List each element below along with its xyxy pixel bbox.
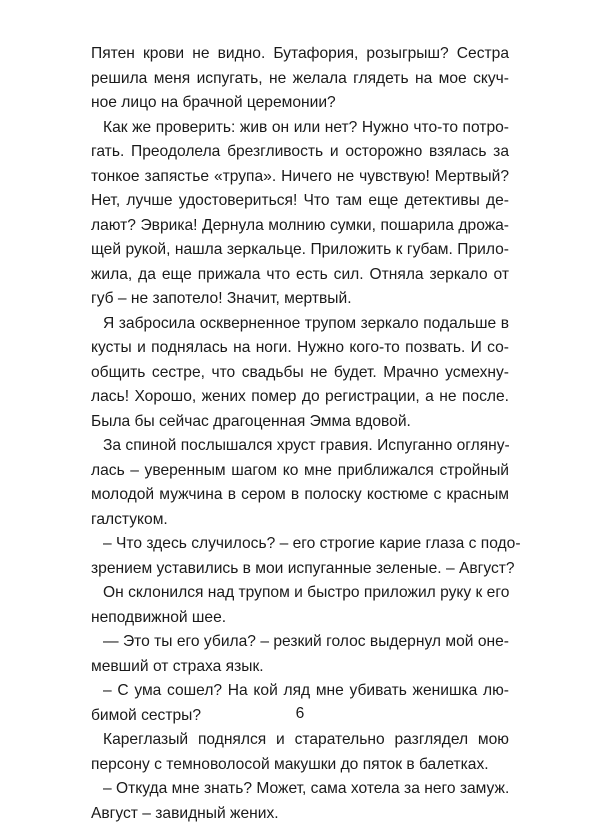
text-line: Кареглазый поднялся и старательно разглядел мою (91, 728, 509, 753)
text-line: ное лицо на брачной церемонии? (91, 91, 509, 116)
text-line: галстуком. (91, 508, 509, 533)
text-line: — Это ты его убила? – резкий голос выдернул мой оне- (91, 630, 509, 655)
text-line: мевший от страха язык. (91, 655, 509, 680)
text-line: Август – завидный жених. (91, 802, 509, 826)
text-line: – Откуда мне знать? Может, сама хотела за него замуж. (91, 777, 509, 802)
text-line: гать. Преодолела брезгливость и осторожно взялась за (91, 140, 509, 165)
text-line: Он склонился над трупом и быстро приложил руку к его (91, 581, 509, 606)
text-line: губ – не запотело! Значит, мертвый. (91, 287, 509, 312)
page-number: 6 (0, 704, 600, 724)
text-line: лают? Эврика! Дернула молнию сумки, пошарила дрожа- (91, 214, 509, 239)
text-line: персону с темноволосой макушки до пяток в балетках. (91, 753, 509, 778)
text-line: тонкое запястье «трупа». Ничего не чувствую! Мертвый? (91, 165, 509, 190)
text-line: Нет, лучше удостовериться! Что там еще детективы де- (91, 189, 509, 214)
text-line: лась! Хорошо, жених помер до регистрации, а не после. (91, 385, 509, 410)
text-line: За спиной послышался хруст гравия. Испуганно огляну- (91, 434, 509, 459)
text-line: кусты и поднялась на ноги. Нужно кого-то позвать. И со- (91, 336, 509, 361)
text-line: Я забросила оскверненное трупом зеркало подальше в (91, 312, 509, 337)
text-line: – Что здесь случилось? – его строгие карие глаза с подо- (91, 532, 509, 557)
text-line: решила меня испугать, не желала глядеть на мое скуч- (91, 67, 509, 92)
text-line: Была бы сейчас драгоценная Эмма вдовой. (91, 410, 509, 435)
text-line: Как же проверить: жив он или нет? Нужно что-то потро- (91, 116, 509, 141)
text-line: молодой мужчина в сером в полоску костюме с красным (91, 483, 509, 508)
text-line: – С ума сошел? На кой ляд мне убивать женишка лю- (91, 679, 509, 704)
text-line: щей рукой, нашла зеркальце. Приложить к губам. Прило- (91, 238, 509, 263)
text-line: бимой сестры? (91, 704, 509, 729)
text-line: жила, да еще прижала что есть сил. Отняла зеркало от (91, 263, 509, 288)
text-line: лась – уверенным шагом ко мне приближался стройный (91, 459, 509, 484)
text-line: зрением уставились в мои испуганные зеленые. – Август? (91, 557, 509, 582)
text-line: Пятен крови не видно. Бутафория, розыгрыш? Сестра (91, 42, 509, 67)
text-line: общить сестре, что свадьбы не будет. Мрачно усмехну- (91, 361, 509, 386)
text-line: неподвижной шее. (91, 606, 509, 631)
